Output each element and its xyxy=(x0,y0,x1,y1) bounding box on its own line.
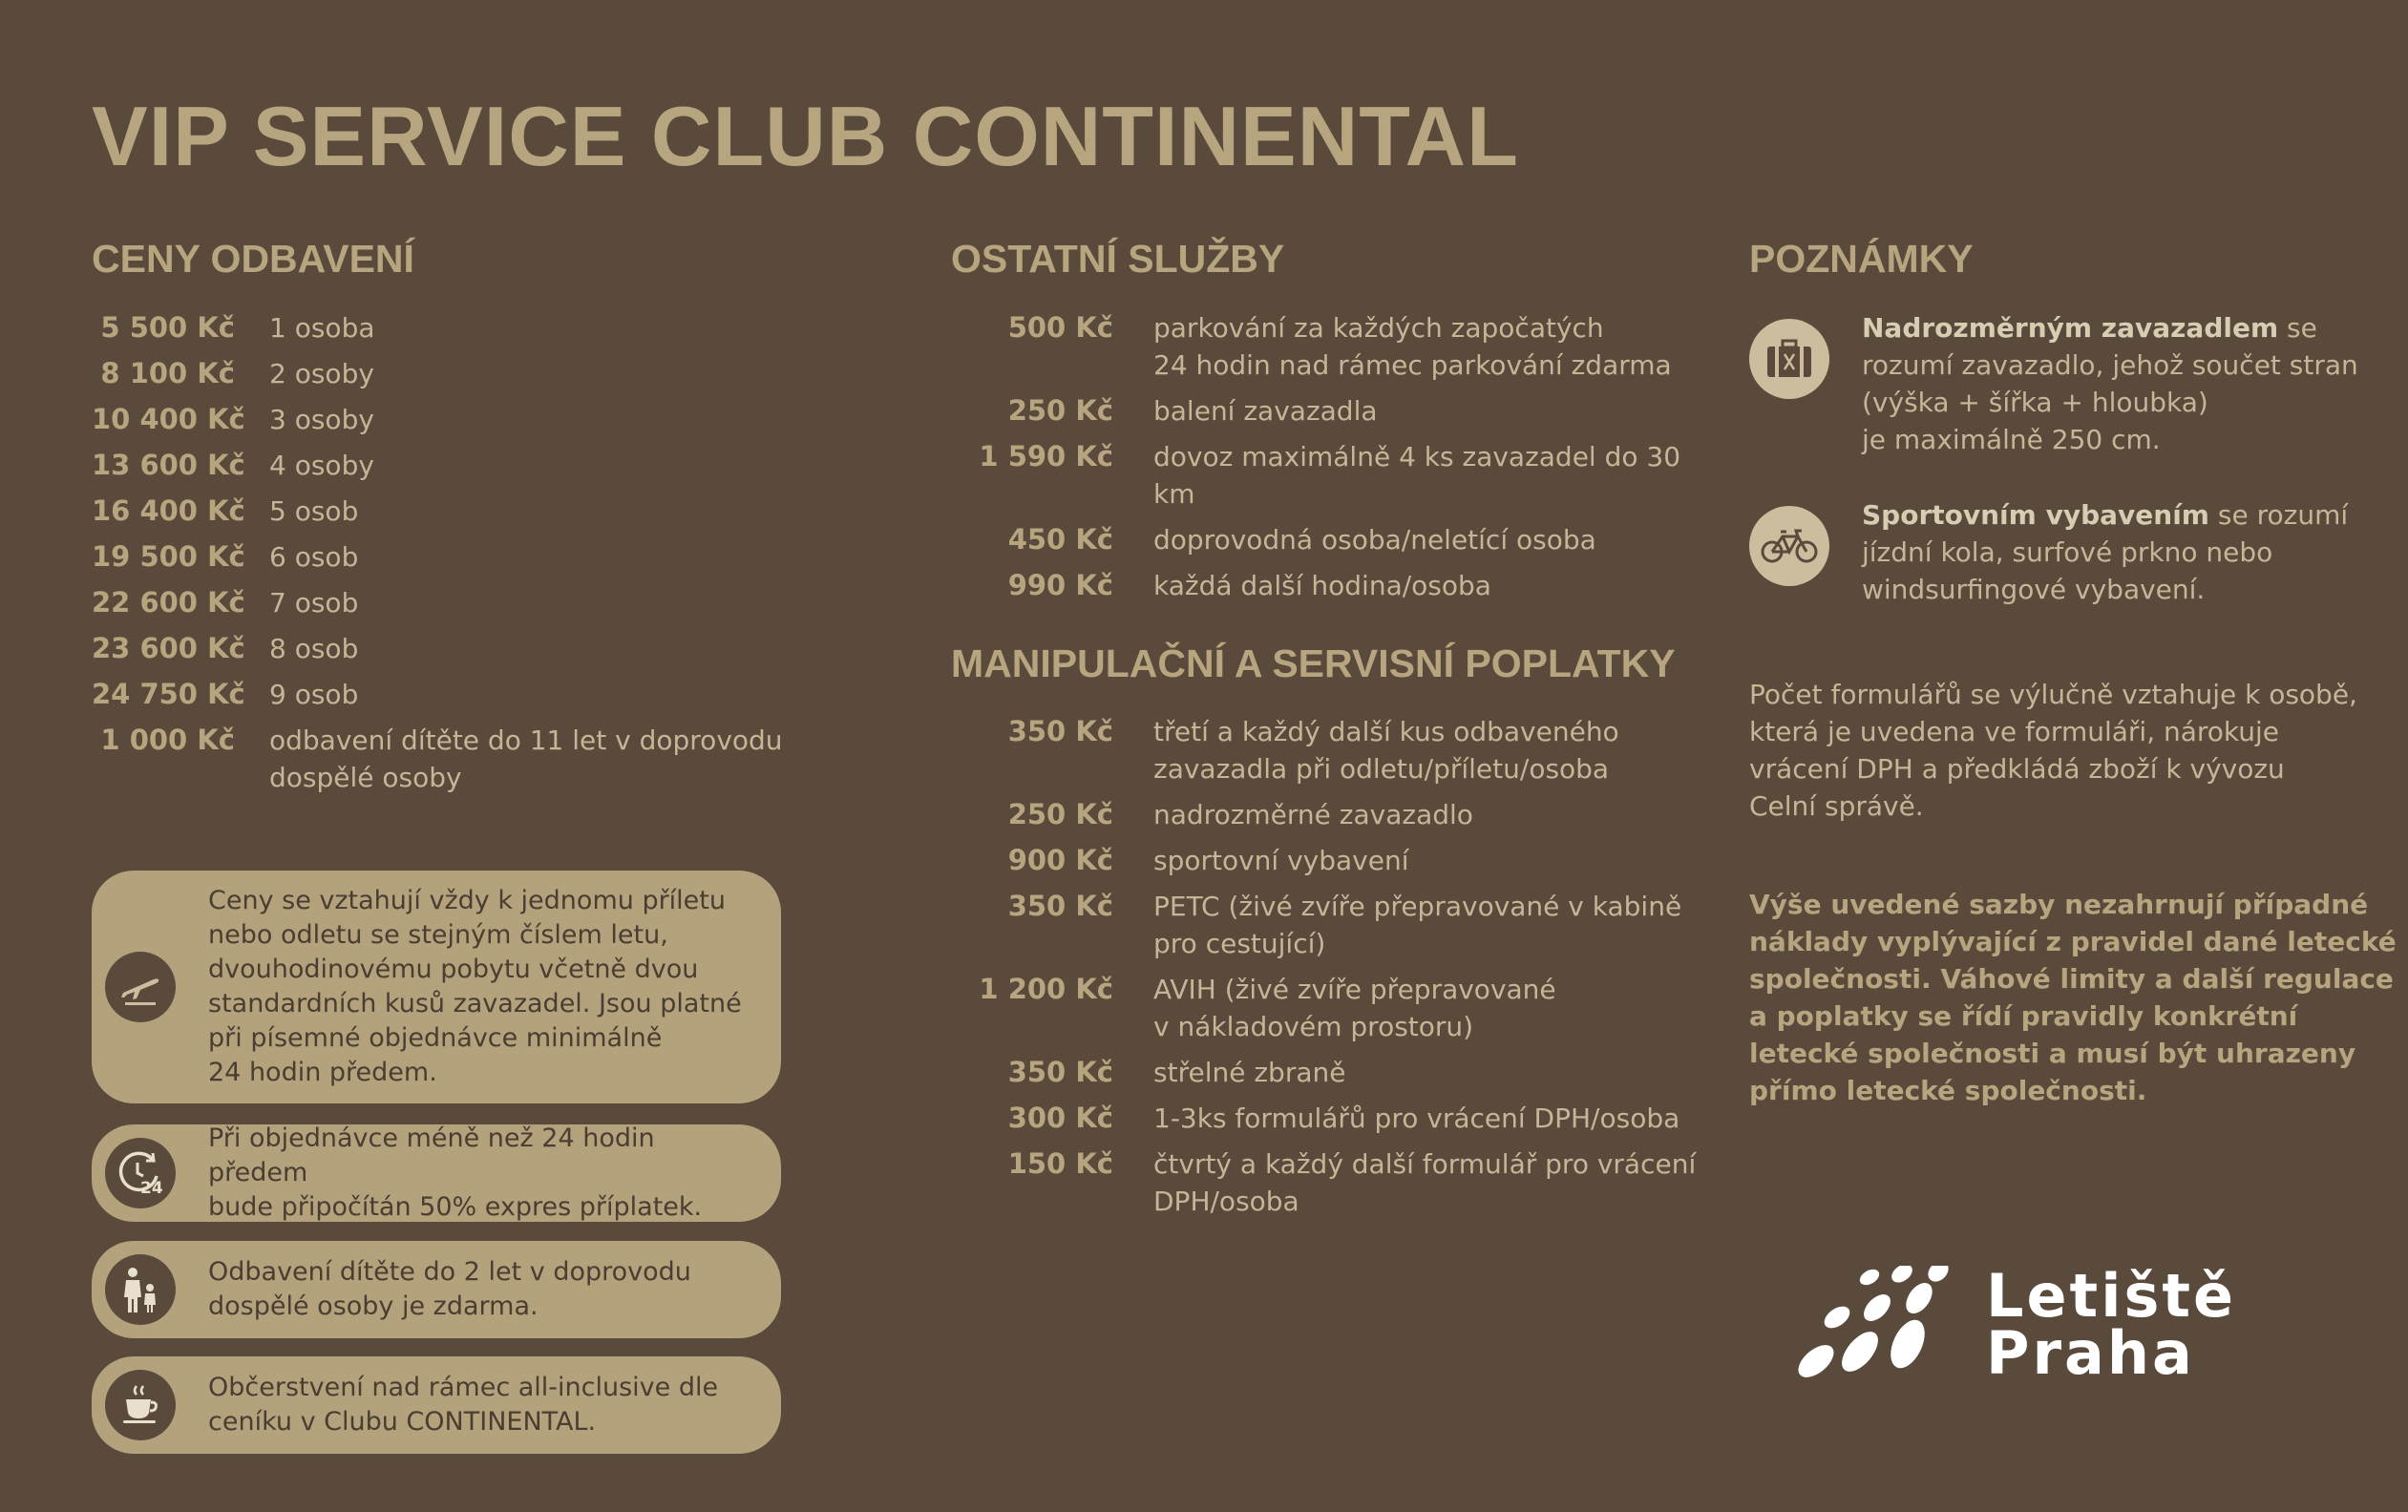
ostatni-price-list xyxy=(951,309,1707,613)
price-description: parkování za každých započatých 24 hodin nad rámec parkování zdarma xyxy=(1153,312,1672,381)
adult-child-icon xyxy=(105,1254,176,1325)
price-row xyxy=(92,538,785,584)
coffee-cup-icon xyxy=(105,1370,176,1440)
note-oversized-luggage xyxy=(1749,309,2358,458)
price-row xyxy=(951,438,1707,513)
forms-paragraph: Počet formulářů se výlučně vztahuje k osobě, která je uvedena ve formuláři, nárokuje vrácení DPH a předkládá zboží k vývozu Celní správě. xyxy=(1749,679,2357,822)
price-description: 5 osob xyxy=(269,495,359,527)
price-description: PETC (živé zvíře přepravované v kabině pro cestující) xyxy=(1153,891,1682,959)
price-description: 9 osob xyxy=(269,679,359,710)
price-description: 1-3ks formulářů pro vrácení DPH/osoba xyxy=(1153,1102,1680,1134)
price-description: doprovodná osoba/neletící osoba xyxy=(1153,524,1596,556)
price-row xyxy=(951,309,1707,384)
poznamky-heading: POZNÁMKY xyxy=(1749,237,1974,281)
price-description: 4 osoby xyxy=(269,450,374,481)
note-oversized-rest: se rozumí zavazadlo, jehož součet stran (výška + šířka + hloubka) je maximálně 250 cm. xyxy=(1862,312,2358,455)
price-description: sportovní vybavení xyxy=(1153,845,1409,876)
info-box-text: Občerstvení nad rámec all-inclusive dle ceníku v Clubu CONTINENTAL. xyxy=(208,1373,719,1437)
info-box-refreshment xyxy=(92,1356,781,1454)
manipulacni-heading: MANIPULAČNÍ A SERVISNÍ POPLATKY xyxy=(951,641,1676,685)
price-amount: 250 Kč xyxy=(1007,798,1113,830)
price-description: každá další hodina/osoba xyxy=(1153,570,1491,601)
letiste-praha-logo xyxy=(1795,1261,2237,1388)
price-row xyxy=(92,447,785,493)
bicycle-icon xyxy=(1749,506,1829,586)
price-description: 1 osoba xyxy=(269,312,375,344)
price-description: 3 osoby xyxy=(269,404,374,435)
price-amount: 19 500 Kč xyxy=(92,540,245,573)
price-description: čtvrtý a každý další formulář pro vrácení DPH/osoba xyxy=(1153,1148,1697,1217)
clock-24-icon xyxy=(105,1138,176,1208)
note-sports-bold: Sportovním vybavením xyxy=(1862,499,2209,531)
price-amount: 5 500 Kč xyxy=(100,311,235,344)
price-row xyxy=(951,971,1707,1045)
info-box-express xyxy=(92,1124,781,1222)
logo-wordmark xyxy=(1986,1261,2237,1388)
price-description: dovoz maximálně 4 ks zavazadel do 30 km xyxy=(1153,441,1681,510)
price-amount: 8 100 Kč xyxy=(100,357,235,389)
price-row xyxy=(92,309,785,355)
price-description: střelné zbraně xyxy=(1153,1057,1346,1088)
price-description: odbavení dítěte do 11 let v doprovodu dospělé osoby xyxy=(269,724,783,793)
price-description: nadrozměrné zavazadlo xyxy=(1153,799,1473,830)
price-row xyxy=(951,1100,1707,1137)
price-amount: 16 400 Kč xyxy=(92,494,245,527)
price-amount: 150 Kč xyxy=(1007,1147,1113,1180)
logo-line-2: Praha xyxy=(1986,1318,2195,1388)
price-amount: 1 590 Kč xyxy=(979,440,1113,472)
info-box-child xyxy=(92,1241,781,1338)
price-description: balení zavazadla xyxy=(1153,395,1378,427)
price-row xyxy=(951,567,1707,604)
price-row xyxy=(951,888,1707,962)
note-oversized-text xyxy=(1862,309,2358,458)
page-title: VIP SERVICE CLUB CONTINENTAL xyxy=(92,89,1519,183)
suitcase-icon xyxy=(1749,319,1829,399)
ceny-heading: CENY ODBAVENÍ xyxy=(92,237,414,281)
info-box-text: Při objednávce méně než 24 hodin předem bude připočítán 50% expres příplatek. xyxy=(208,1124,703,1222)
price-amount: 23 600 Kč xyxy=(92,632,245,664)
price-amount: 900 Kč xyxy=(1007,844,1113,876)
letiste-praha-logo-mark xyxy=(1795,1266,1957,1384)
price-row xyxy=(92,722,785,793)
ostatni-heading: OSTATNÍ SLUŽBY xyxy=(951,237,1285,281)
note-sports-equipment xyxy=(1749,496,2348,608)
price-amount: 350 Kč xyxy=(1007,1056,1113,1088)
airline-fees-paragraph: Výše uvedené sazby nezahrnují případné náklady vyplývající z pravidel dané letecké společnosti. Váhové limity a další regulace a poplatky se řídí pravidly konkrétní letecké společnosti a musí být uhrazeny přímo letecké společnosti. xyxy=(1749,889,2397,1106)
price-description: 2 osoby xyxy=(269,358,374,389)
price-description: AVIH (živé zvíře přepravované v nákladovém prostoru) xyxy=(1153,974,1556,1042)
info-box-text: Ceny se vztahují vždy k jednomu příletu nebo odletu se stejným číslem letu, dvouhodinovému pobytu včetně dvou standardních kusů zavazadel. Jsou platné při písemné objednávce minimálně 24 hodin předem. xyxy=(208,886,742,1087)
price-row xyxy=(951,1145,1707,1220)
price-row xyxy=(951,842,1707,879)
note-sports-rest: se rozumí jízdní kola, surfové prkno nebo windsurfingové vybavení. xyxy=(1862,499,2349,605)
price-row xyxy=(92,401,785,447)
svg-text:24: 24 xyxy=(140,1179,163,1198)
note-sports-text xyxy=(1862,496,2348,608)
price-amount: 1 000 Kč xyxy=(100,724,235,756)
info-box-flight xyxy=(92,871,781,1103)
price-row xyxy=(92,630,785,676)
price-amount: 1 200 Kč xyxy=(979,973,1113,1005)
info-box-text: Odbavení dítěte do 2 let v doprovodu dospělé osoby je zdarma. xyxy=(208,1257,691,1321)
price-amount: 250 Kč xyxy=(1007,394,1113,427)
price-amount: 350 Kč xyxy=(1007,715,1113,747)
logo-line-1: Letiště xyxy=(1986,1261,2237,1331)
price-row xyxy=(951,1054,1707,1091)
price-amount: 350 Kč xyxy=(1007,890,1113,922)
price-row xyxy=(92,355,785,401)
price-row xyxy=(951,521,1707,558)
price-description: 7 osob xyxy=(269,587,359,619)
price-amount: 22 600 Kč xyxy=(92,586,245,619)
price-amount: 500 Kč xyxy=(1007,311,1113,344)
price-amount: 990 Kč xyxy=(1007,569,1113,601)
price-row xyxy=(951,713,1707,788)
note-oversized-bold: Nadrozměrným zavazadlem xyxy=(1862,312,2279,344)
price-row xyxy=(951,796,1707,833)
price-row xyxy=(92,493,785,538)
price-amount: 24 750 Kč xyxy=(92,678,245,710)
price-amount: 450 Kč xyxy=(1007,523,1113,556)
price-amount: 300 Kč xyxy=(1007,1102,1113,1134)
price-description: 6 osob xyxy=(269,541,359,573)
airplane-departure-icon xyxy=(105,952,176,1022)
price-amount: 10 400 Kč xyxy=(92,403,245,435)
manipulacni-price-list xyxy=(951,713,1707,1228)
price-row xyxy=(92,676,785,722)
price-row xyxy=(92,584,785,630)
price-description: 8 osob xyxy=(269,633,359,664)
ceny-price-list xyxy=(92,309,785,793)
price-description: třetí a každý další kus odbaveného zavazadla při odletu/příletu/osoba xyxy=(1153,716,1619,785)
price-row xyxy=(951,392,1707,430)
price-amount: 13 600 Kč xyxy=(92,449,245,481)
